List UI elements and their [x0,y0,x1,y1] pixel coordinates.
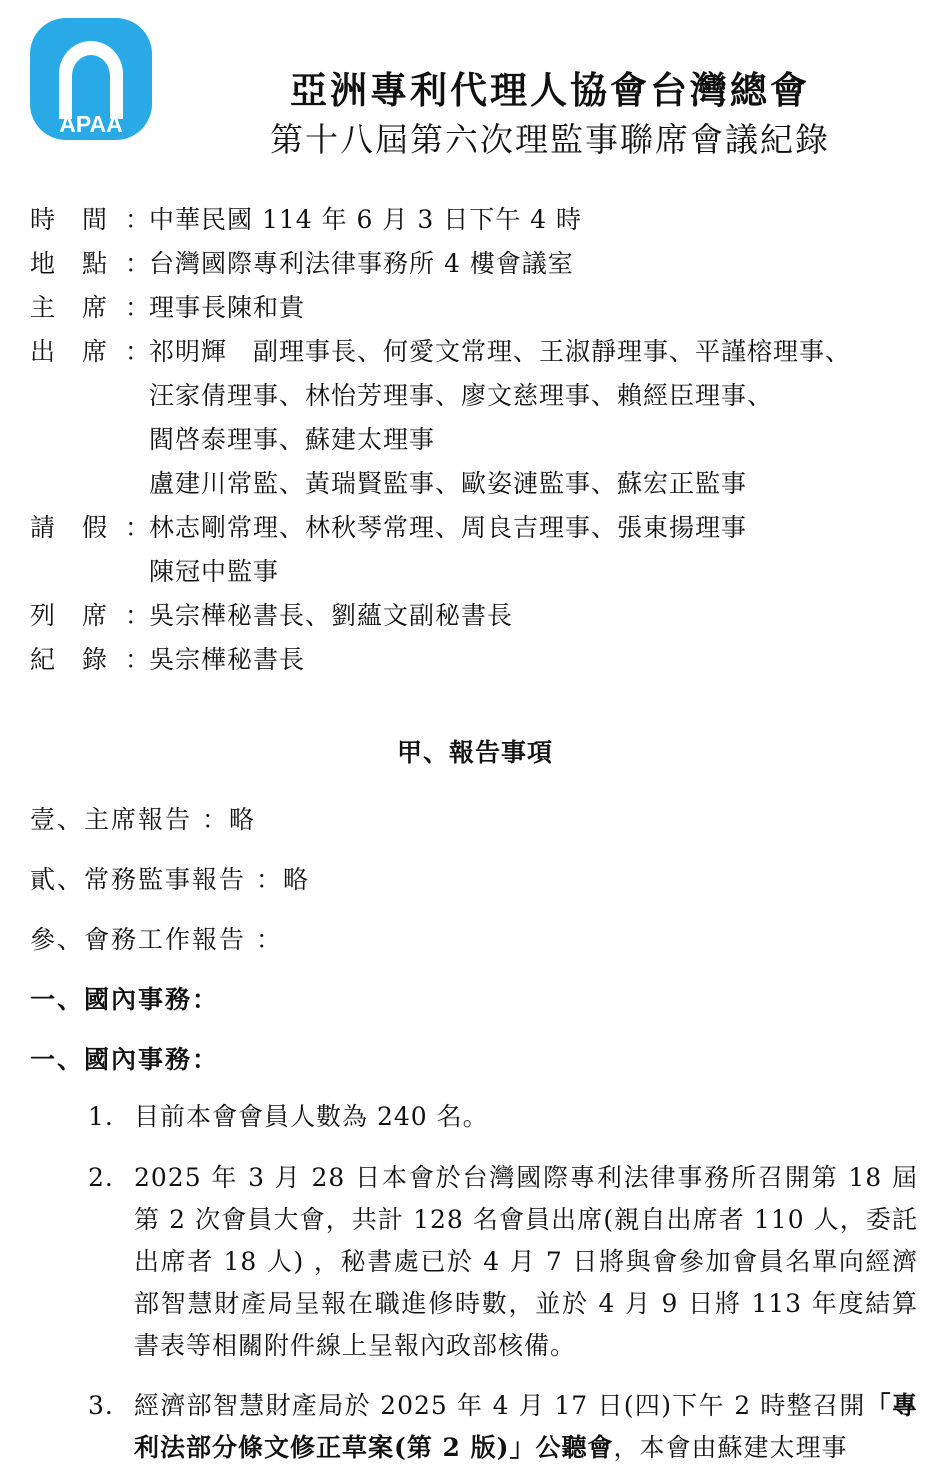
item-number: 2. [88,1163,114,1192]
domestic-heading: 一、國內事務： [30,1045,220,1074]
info-row-place [30,242,930,286]
info-label: 時 間 [30,205,109,234]
info-row-chair [30,286,930,330]
report-affairs: 參、會務工作報告 ： [30,925,283,954]
info-value: 吳宗樺秘書長 [149,645,306,674]
info-value: 祁明輝 副理事長、何愛文常理、王淑靜理事、平謹榕理事、 [149,337,852,366]
info-row-time [30,198,930,242]
apaa-logo [30,18,152,140]
item-number: 1. [88,1102,114,1131]
report-supervisor: 貳、常務監事報告 ：略 [30,865,310,894]
info-colon: ： [125,337,152,366]
list-item [88,1096,918,1138]
info-value: 閻啓泰理事、蘇建太理事 [149,425,436,454]
info-label: 出 席 [30,337,109,366]
info-value: 盧建川常監、黃瑞賢監事、歐姿漣監事、蘇宏正監事 [149,469,748,498]
domestic-heading: 一、國內事務： [30,985,220,1014]
meeting-info [30,198,930,682]
info-row-observers [30,594,930,638]
info-value: 中華民國 114 年 6 月 3 日下午 4 時 [149,205,583,234]
info-value: 理事長陳和貴 [149,293,306,322]
info-label: 列 席 [30,601,109,630]
info-value: 吳宗樺秘書長、劉蘊文副秘書長 [149,601,514,630]
info-label: 主 席 [30,293,109,322]
info-row-recorder [30,638,930,682]
info-label: 地 點 [30,249,109,278]
info-value: 陳冠中監事 [149,557,280,586]
item-text: 經濟部智慧財產局於 2025 年 4 月 17 日(四)下午 2 時整召開 [134,1391,866,1420]
info-value: 林志剛常理、林秋琴常理、周良吉理事、張東揚理事 [149,513,748,542]
list-item [88,1385,918,1469]
info-colon: ： [125,645,152,674]
report-chair: 壹、主席報告 ：略 [30,805,256,834]
list-item [88,1157,918,1367]
info-colon: ： [125,249,152,278]
item-text: 目前本會會員人數為 240 名。 [134,1102,489,1131]
item-text: 2025 年 3 月 28 日本會於台灣國際專利法律事務所召開第 18 屆第 2 次會員大會，共計 128 名會員出席(親自出席者 110 人，委託出席者 18 人) ，秘書處已於 4 月 7 日將與會參加會員名單向經濟部智慧財產局呈報在職進修時數，並於 4 月 9 日將 113 年度結算書表等相關附件線上呈報內政部核備。 [134,1163,918,1360]
info-label: 請 假 [30,513,109,542]
hearing-title: 「專利法部分條文修正草案(第 2 版)」公聽會 [134,1391,918,1462]
info-colon: ： [125,601,152,630]
info-value: 台灣國際專利法律事務所 4 樓會議室 [149,249,574,278]
logo-text: APAA [59,111,123,137]
info-colon: ： [125,293,152,322]
info-colon: ： [125,205,152,234]
info-label: 紀 錄 [30,645,109,674]
info-colon: ： [125,513,152,542]
item-text: ，本會由蘇建太理事 [613,1433,848,1462]
page-title: 亞洲專利代理人協會台灣總會 [290,68,810,112]
item-number: 3. [88,1391,114,1420]
info-row-leave [30,506,930,594]
info-value: 汪家倩理事、林怡芳理事、廖文慈理事、賴經臣理事、 [149,381,774,410]
info-row-attendees [30,330,930,506]
page-subtitle: 第十八屆第六次理監事聯席會議紀錄 [270,120,830,159]
section-title: 甲、報告事項 [396,738,553,767]
